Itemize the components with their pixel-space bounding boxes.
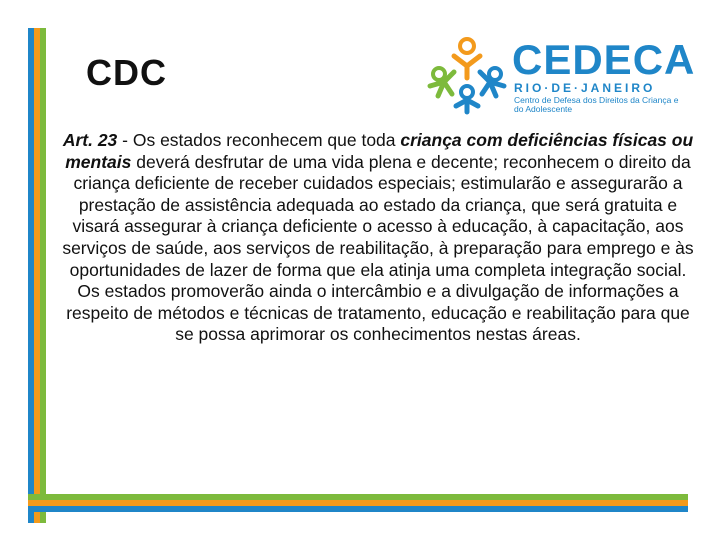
article-label: Art. 23	[62, 130, 118, 150]
children-figures-logo-icon	[424, 36, 510, 116]
left-stripe-green	[40, 28, 46, 523]
article-text	[62, 130, 694, 346]
logo-name: CEDECA	[512, 36, 696, 83]
article-emphasis: criança com deficiências físicas ou mentais	[65, 130, 694, 172]
bottom-stripe-blue	[28, 506, 688, 512]
slide-title: CDC	[86, 52, 167, 93]
logo-description: Centro de Defesa dos Direitos da Criança e do Adolescente	[514, 95, 679, 114]
cedeca-logo	[424, 36, 696, 116]
logo-subtitle: RIO·DE·JANEIRO	[514, 81, 656, 95]
article-intro: - Os estados reconhecem que toda	[117, 130, 401, 150]
article-body: deverá desfrutar de uma vida plena e decente; reconhecem o direito da criança deficiente de receber cuidados especiais; estimularão e assegurarão a prestação de assistência adequada ao estado da criança, que será gratuita e visará assegurar à criança deficiente o acesso à educação, à capacitação, aos serviços de saúde, aos serviços de reabilitação, à preparação para emprego e às oportunidades de lazer de forma que ela atinja uma completa integração social. Os estados promoverão ainda o intercâmbio e a divulgação de informações a respeito de métodos e técnicas de tratamento, educação e reabilitação para que se possa aprimorar os conhecimentos nestas áreas.	[62, 151, 694, 345]
